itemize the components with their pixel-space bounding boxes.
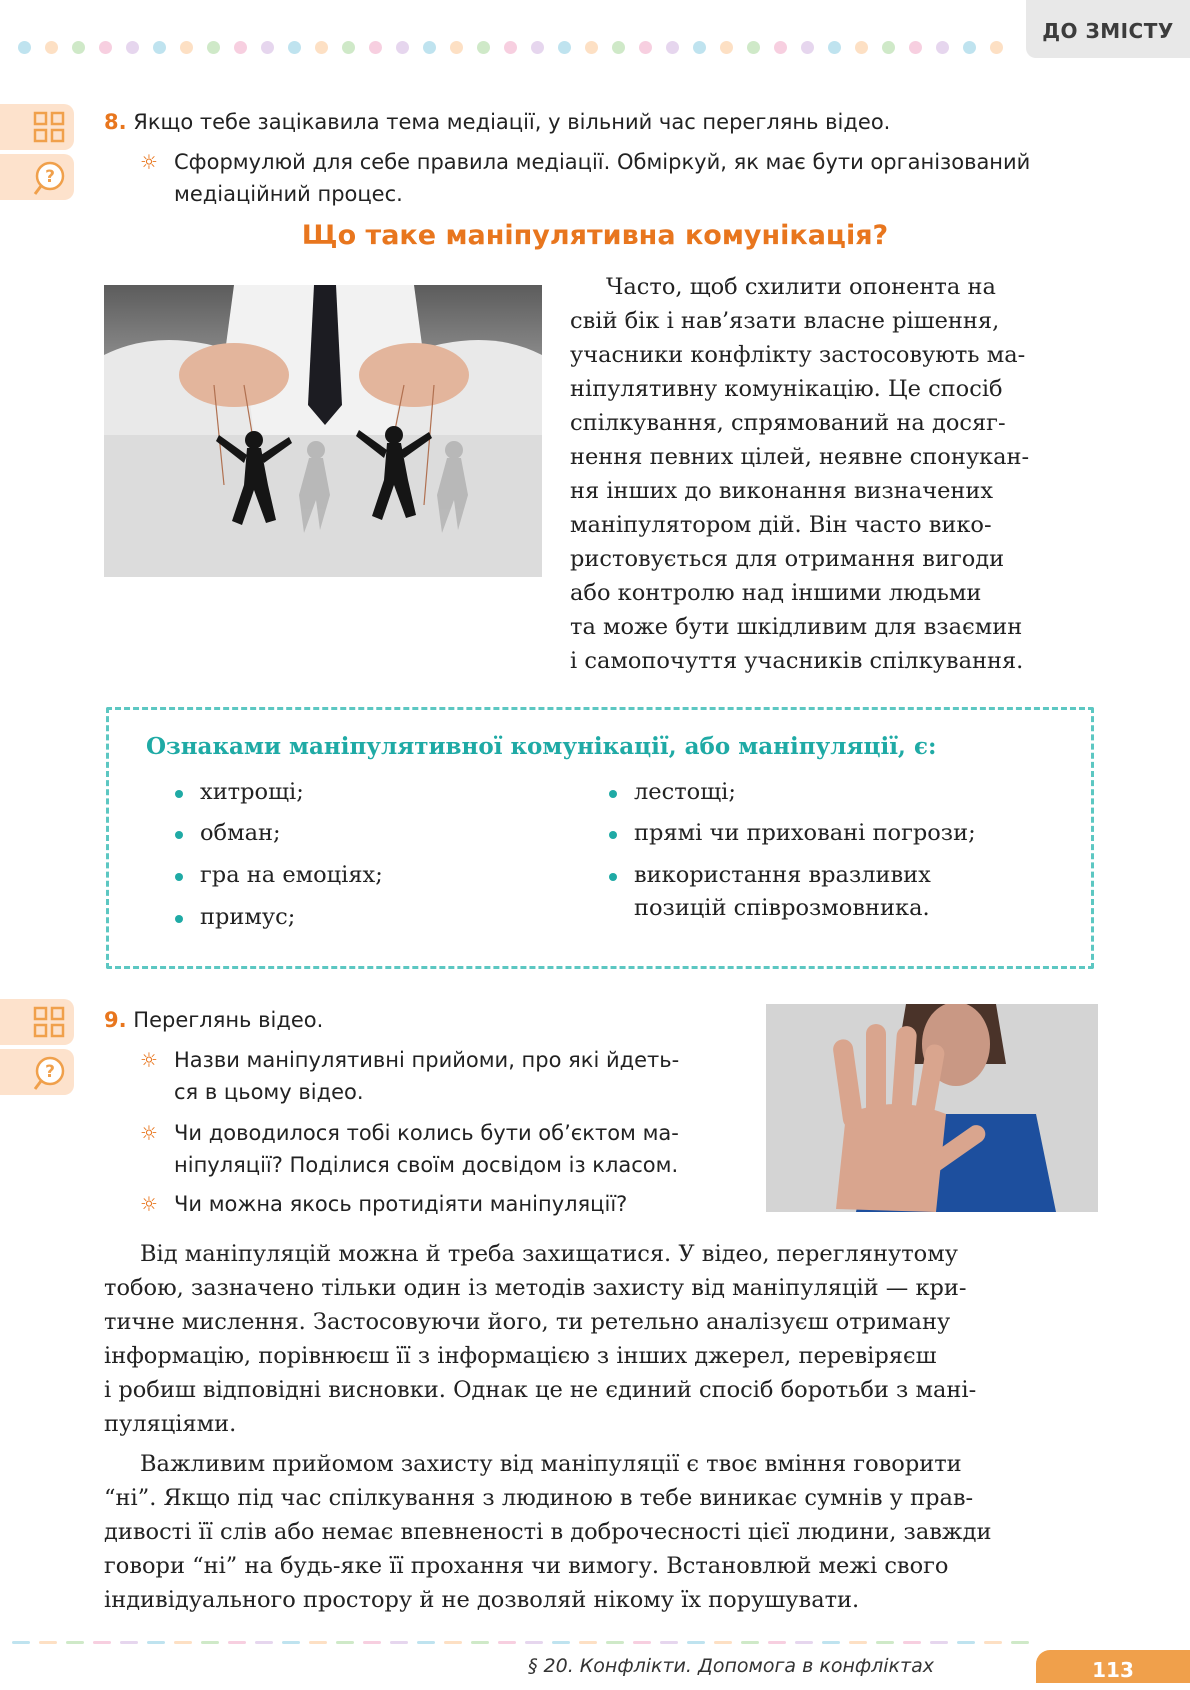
decor-dot <box>45 41 58 54</box>
decor-dot <box>72 41 85 54</box>
decor-dash <box>633 1641 651 1644</box>
decor-dash <box>336 1641 354 1644</box>
decor-dot <box>423 41 436 54</box>
svg-text:?: ? <box>45 1062 55 1082</box>
task-8 <box>104 106 890 138</box>
decor-dash <box>93 1641 111 1644</box>
decor-dot <box>909 41 922 54</box>
task-number: 8. <box>104 110 127 134</box>
puppeteer-photo <box>104 285 542 577</box>
question-line: Назви маніпулятивні прийоми, про які йдеть- <box>174 1048 680 1072</box>
decor-dot <box>747 41 760 54</box>
body-paragraph-1 <box>104 1237 1098 1441</box>
page-number: 113 <box>1036 1650 1190 1683</box>
list-item: прямі чи приховані погрози; <box>634 817 976 850</box>
footer-section-title: § 20. Конфлікти. Допомога в конфліктах <box>528 1655 934 1677</box>
decor-dot <box>315 41 328 54</box>
qr-tab[interactable] <box>0 999 74 1045</box>
svg-text:?: ? <box>45 167 55 187</box>
decor-dot <box>18 41 31 54</box>
decor-dash <box>525 1641 543 1644</box>
sun-icon: ☼ <box>140 150 158 174</box>
decor-dash <box>228 1641 246 1644</box>
decor-dot <box>828 41 841 54</box>
decor-dot <box>207 41 220 54</box>
decor-dot <box>288 41 301 54</box>
decor-dot <box>342 41 355 54</box>
list-item: гра на емоціях; <box>200 859 383 892</box>
stop-hand-photo <box>766 1004 1098 1212</box>
paragraph-line: Важливим прийомом захисту від маніпуляції є твоє вміння говорити <box>140 1451 962 1477</box>
bullet-line: Сформулюй для себе правила медіації. Обміркуй, як має бути організований <box>174 150 1031 174</box>
paragraph-line: тичне мислення. Застосовуючи його, ти ретельно аналізуєш отриману <box>104 1309 951 1335</box>
question-magnifier-icon <box>32 160 68 198</box>
paragraph-line: ніпулятивну комунікацію. Це спосіб <box>570 376 1003 402</box>
decor-dot <box>504 41 517 54</box>
decor-dot <box>963 41 976 54</box>
task-8-bullet <box>140 146 1030 178</box>
decor-dash <box>174 1641 192 1644</box>
decor-dash <box>795 1641 813 1644</box>
paragraph-line: або контролю над іншими людьми <box>570 580 982 606</box>
qr-code-icon <box>32 1005 66 1039</box>
decor-dash <box>714 1641 732 1644</box>
task-9-question-3 <box>140 1188 627 1220</box>
decor-dash <box>444 1641 462 1644</box>
decor-dot <box>180 41 193 54</box>
decor-dash <box>390 1641 408 1644</box>
paragraph-line: Від маніпуляцій можна й треба захищатися. У відео, переглянутому <box>140 1241 958 1267</box>
paragraph-line: свій бік і нав’язати власне рішення, <box>570 308 1000 334</box>
decor-dot <box>396 41 409 54</box>
decor-dot <box>558 41 571 54</box>
decor-dot <box>450 41 463 54</box>
decor-dash <box>552 1641 570 1644</box>
question-line: Чи доводилося тобі колись бути об’єктом ма- <box>174 1121 679 1145</box>
decor-dash <box>120 1641 138 1644</box>
paragraph-line: тобою, зазначено тільки один із методів захисту від маніпуляцій — кри- <box>104 1275 967 1301</box>
decor-dash <box>849 1641 867 1644</box>
decor-dot <box>855 41 868 54</box>
paragraph-line: “ні”. Якщо під час спілкування з людиною в тебе виникає сумнів у прав- <box>104 1485 974 1511</box>
decor-dash <box>255 1641 273 1644</box>
decor-dash <box>471 1641 489 1644</box>
list-item: обман; <box>200 817 281 850</box>
decor-dash <box>12 1641 30 1644</box>
decor-dot <box>612 41 625 54</box>
sun-icon: ☼ <box>140 1192 158 1216</box>
body-paragraph-2 <box>104 1447 1098 1617</box>
decor-dot <box>639 41 652 54</box>
question-tab[interactable] <box>0 154 74 200</box>
paragraph-line: пуляціями. <box>104 1411 237 1437</box>
decor-dot <box>531 41 544 54</box>
decor-dash <box>876 1641 894 1644</box>
sun-icon: ☼ <box>140 1121 158 1145</box>
task-9 <box>104 1004 323 1036</box>
definition-title: Ознаками маніпулятивної комунікації, або маніпуляції, є: <box>146 733 937 760</box>
paragraph-line: та може бути шкідливим для взаємин <box>570 614 1023 640</box>
decor-dot <box>666 41 679 54</box>
decor-dot <box>261 41 274 54</box>
decor-dot <box>801 41 814 54</box>
task-8-bullet-continued: медіаційний процес. <box>174 182 403 206</box>
decor-dot <box>369 41 382 54</box>
bottom-dash-band <box>0 1641 1040 1645</box>
decor-dot <box>126 41 139 54</box>
decor-dash <box>903 1641 921 1644</box>
task-text: Якщо тебе зацікавила тема медіації, у вільний час переглянь відео. <box>133 110 891 134</box>
task-9-question-1 <box>140 1044 679 1076</box>
list-item-continued: позицій співрозмовника. <box>634 895 930 921</box>
decor-dash <box>39 1641 57 1644</box>
decor-dash <box>498 1641 516 1644</box>
paragraph-line: спілкування, спрямований на досяг- <box>570 410 1006 436</box>
decor-dash <box>768 1641 786 1644</box>
decor-dot <box>693 41 706 54</box>
decor-dash <box>687 1641 705 1644</box>
list-item: хитрощі; <box>200 776 304 809</box>
list-item: використання вразливих <box>634 859 931 892</box>
decor-dash <box>660 1641 678 1644</box>
decor-dot <box>720 41 733 54</box>
question-line-continued: ніпуляції? Поділися своїм досвідом із класом. <box>174 1153 679 1177</box>
paragraph-line: нення певних цілей, неявне спонукан- <box>570 444 1030 470</box>
paragraph-line: учасники конфлікту застосовують ма- <box>570 342 1026 368</box>
decor-dash <box>957 1641 975 1644</box>
decor-dot <box>585 41 598 54</box>
decor-dot <box>990 41 1003 54</box>
paragraph-line: ристовується для отримання вигоди <box>570 546 1005 572</box>
paragraph-line: говори “ні” на будь-яке її прохання чи вимогу. Встановлюй межі свого <box>104 1553 949 1579</box>
paragraph-line: і самопочуття учасників спілкування. <box>570 648 1024 674</box>
question-line-continued: ся в цьому відео. <box>174 1080 364 1104</box>
sun-icon: ☼ <box>140 1048 158 1072</box>
task-text: Переглянь відео. <box>133 1008 324 1032</box>
paragraph-line: індивідуального простору й не дозволяй нікому їх порушувати. <box>104 1587 860 1613</box>
paragraph-line: інформацію, порівнюєш її з інформацією з інших джерел, перевіряєш <box>104 1343 937 1369</box>
qr-code-icon <box>32 110 66 144</box>
decor-dot <box>882 41 895 54</box>
question-line: Чи можна якось протидіяти маніпуляції? <box>174 1192 628 1216</box>
decor-dash <box>363 1641 381 1644</box>
paragraph-line: дивості її слів або немає впевненості в доброчесності цієї людини, завжди <box>104 1519 992 1545</box>
decor-dot <box>936 41 949 54</box>
section-heading: Що таке маніпулятивна комунікація? <box>301 220 889 251</box>
paragraph-line: і робиш відповідні висновки. Однак це не єдиний спосіб боротьби з мані- <box>104 1377 977 1403</box>
decor-dash <box>984 1641 1002 1644</box>
decor-dash <box>417 1641 435 1644</box>
paragraph-line: ня інших до виконання визначених <box>570 478 994 504</box>
decor-dash <box>930 1641 948 1644</box>
top-dot-band <box>18 41 1028 55</box>
decor-dot <box>477 41 490 54</box>
decor-dash <box>1011 1641 1029 1644</box>
question-tab[interactable] <box>0 1049 74 1095</box>
decor-dot <box>234 41 247 54</box>
manipulation-paragraph <box>570 270 1098 678</box>
question-magnifier-icon <box>32 1055 68 1093</box>
decor-dash <box>741 1641 759 1644</box>
decor-dash <box>309 1641 327 1644</box>
paragraph-line: Часто, щоб схилити опонента на <box>606 274 996 300</box>
decor-dash <box>282 1641 300 1644</box>
toc-button[interactable]: ДО ЗМІСТУ <box>1026 0 1190 58</box>
decor-dash <box>579 1641 597 1644</box>
decor-dash <box>201 1641 219 1644</box>
decor-dot <box>99 41 112 54</box>
list-item: примус; <box>200 901 295 934</box>
list-item: лестощі; <box>634 776 736 809</box>
decor-dash <box>147 1641 165 1644</box>
decor-dot <box>774 41 787 54</box>
decor-dash <box>66 1641 84 1644</box>
task-number: 9. <box>104 1008 127 1032</box>
decor-dash <box>822 1641 840 1644</box>
task-9-question-2 <box>140 1117 679 1149</box>
qr-tab[interactable] <box>0 104 74 150</box>
decor-dot <box>153 41 166 54</box>
decor-dash <box>606 1641 624 1644</box>
paragraph-line: маніпулятором дій. Він часто вико- <box>570 512 992 538</box>
